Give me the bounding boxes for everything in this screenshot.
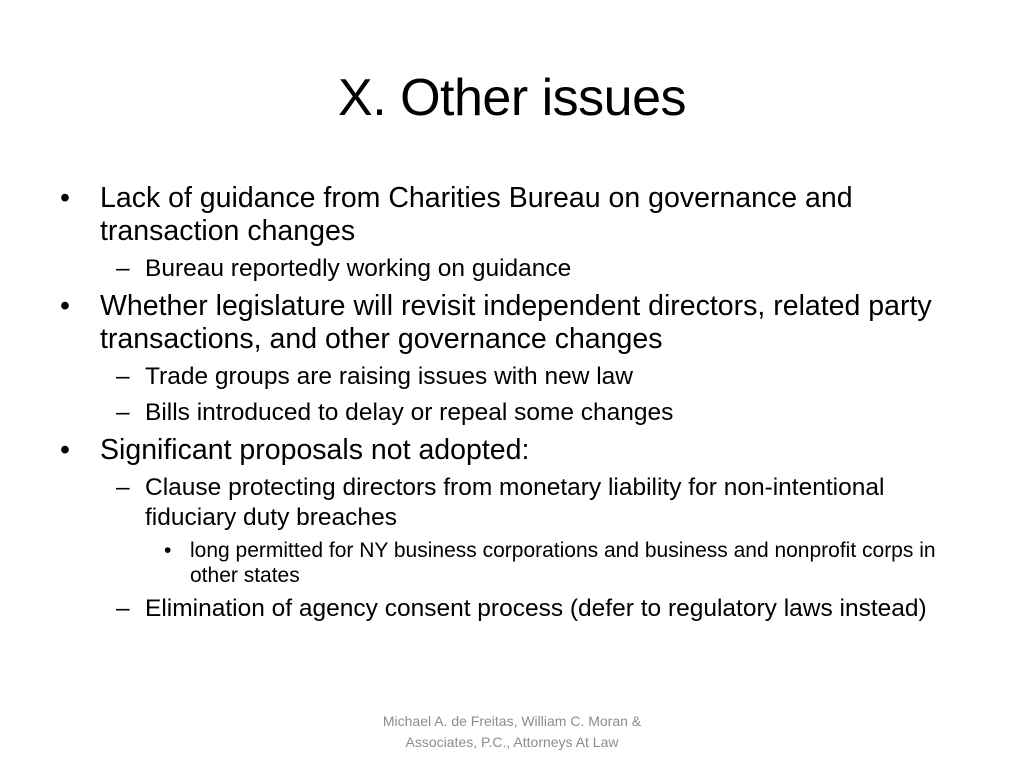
dash-marker: – [116, 595, 130, 622]
footer-line: Associates, P.C., Attorneys At Law [405, 734, 619, 750]
bullet-text: Whether legislature will revisit independent directors, related party transactions, and other governance changes [100, 290, 932, 355]
sub-sub-bullet-item [60, 538, 960, 588]
sub-sub-bullet-text: long permitted for NY business corporations and business and nonprofit corps in other states [190, 539, 936, 587]
bullet-marker: • [60, 290, 70, 322]
sub-bullet-text: Clause protecting directors from monetary liability for non-intentional fiduciary duty breaches [145, 474, 885, 531]
sub-bullet-text: Bills introduced to delay or repeal some changes [145, 399, 674, 426]
sub-bullet-item [60, 594, 960, 624]
bullet-marker: • [60, 434, 70, 466]
footer-line: Michael A. de Freitas, William C. Moran & [382, 713, 642, 729]
bullet-marker: • [60, 182, 70, 214]
bullet-marker: • [164, 539, 172, 562]
sub-bullet-text: Bureau reportedly working on guidance [145, 255, 572, 282]
dash-marker: – [116, 255, 130, 282]
bullet-text: Lack of guidance from Charities Bureau on governance and transaction changes [100, 182, 853, 247]
slide-footer [0, 711, 1024, 753]
dash-marker: – [116, 399, 130, 426]
dash-marker: – [116, 474, 130, 501]
sub-bullet-item [60, 398, 960, 428]
bullet-item [60, 182, 960, 248]
bullet-text: Significant proposals not adopted: [100, 434, 530, 466]
bullet-item [60, 434, 960, 467]
bullet-item [60, 290, 960, 356]
sub-bullet-item [60, 254, 960, 284]
slide-title: X. Other issues [338, 69, 686, 127]
sub-bullet-item [60, 362, 960, 392]
sub-bullet-text: Elimination of agency consent process (defer to regulatory laws instead) [145, 595, 927, 622]
sub-bullet-item [60, 473, 960, 533]
dash-marker: – [116, 363, 130, 390]
sub-bullet-text: Trade groups are raising issues with new law [145, 363, 633, 390]
bullet-list [60, 182, 960, 624]
